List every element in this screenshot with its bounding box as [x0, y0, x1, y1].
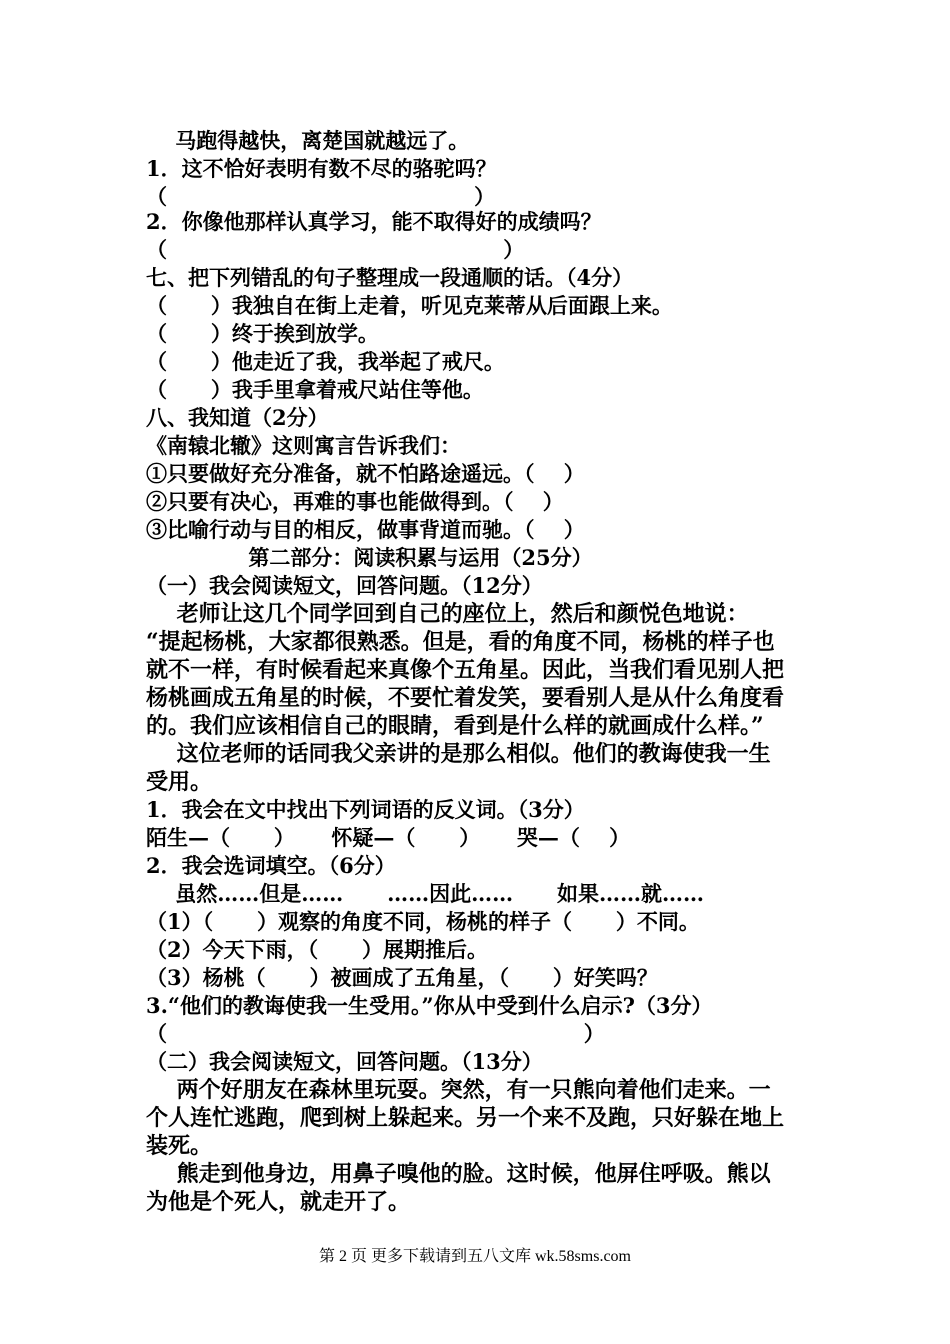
text-line: ①只要做好充分准备，就不怕路途遥远。（ ） — [146, 461, 585, 486]
text-line: 个人连忙逃跑，爬到树上躲起来。另一个来不及跑，只好躲在地上 — [146, 1105, 785, 1131]
text-line: ②只要有决心，再难的事也能做得到。（ ） — [146, 489, 564, 514]
text-line: （2）今天下雨，（ ）展期推后。 — [146, 937, 488, 962]
text-line: （ ）我手里拿着戒尺站住等他。 — [146, 377, 484, 402]
text-line: 1．这不恰好表明有数不尽的骆驼吗？ — [146, 156, 497, 181]
text-line: 七、把下列错乱的句子整理成一段通顺的话。（4分） — [146, 265, 634, 290]
text-line: 马跑得越快，离楚国就越远了。 — [146, 128, 470, 153]
text-line: 老师让这几个同学回到自己的座位上，然后和颜悦色地说： — [146, 601, 749, 627]
text-line: （二）我会阅读短文，回答问题。（13分） — [146, 1049, 543, 1074]
text-line: 为他是个死人，就走开了。 — [146, 1189, 411, 1215]
text-line: （3）杨桃（ ）被画成了五角星，（ ）好笑吗？ — [146, 965, 658, 990]
text-line: （1）（ ）观察的角度不同，杨桃的样子（ ）不同。 — [146, 909, 700, 934]
text-line: 3.“他们的教诲使我一生受用。”你从中受到什么启示?（3分） — [146, 993, 713, 1018]
text-line: （ ） — [146, 184, 496, 209]
text-line: ③比喻行动与目的相反，做事背道而驰。（ ） — [146, 517, 585, 542]
text-line: 杨桃画成五角星的时候，不要忙着发笑，要看别人是从什么角度看 — [146, 685, 785, 711]
text-line: （ ） — [146, 237, 525, 262]
text-line: 2．你像他那样认真学习，能不取得好的成绩吗？ — [146, 209, 602, 234]
text-line: （一）我会阅读短文，回答问题。（12分） — [146, 573, 543, 598]
text-line: 两个好朋友在森林里玩耍。突然，有一只熊向着他们走来。一 — [146, 1077, 771, 1103]
text-line: 熊走到他身边，用鼻子嗅他的脸。这时候，他屏住呼吸。熊以 — [146, 1161, 771, 1187]
text-line: （ ）我独自在街上走着，听见克莱蒂从后面跟上来。 — [146, 293, 673, 318]
text-line: “提起杨桃，大家都很熟悉。但是，看的角度不同，杨桃的样子也 — [146, 629, 775, 655]
text-line: 就不一样，有时候看起来真像个五角星。因此，当我们看见别人把 — [146, 657, 785, 683]
text-line: 这位老师的话同我父亲讲的是那么相似。他们的教诲使我一生 — [146, 741, 771, 767]
text-line: （ ）他走近了我，我举起了戒尺。 — [146, 349, 505, 374]
text-line: 2．我会选词填空。（6分） — [146, 853, 396, 878]
text-line: 受用。 — [146, 769, 213, 795]
text-line: （ ） — [146, 1021, 605, 1046]
text-line: 装死。 — [146, 1133, 213, 1159]
page-footer: 第 2 页 更多下载请到五八文库 wk.58sms.com — [318, 1248, 631, 1265]
text-line: 八、我知道（2分） — [146, 405, 329, 430]
text-line: 1．我会在文中找出下列词语的反义词。（3分） — [146, 797, 585, 822]
text-line: 第二部分：阅读积累与运用（25分） — [146, 545, 593, 570]
text-line: 虽然……但是…… ……因此…… 如果……就…… — [146, 881, 704, 906]
text-line: 的。我们应该相信自己的眼睛，看到是什么样的就画成什么样。” — [146, 713, 764, 739]
text-line: 陌生—（ ） 怀疑—（ ） 哭—（ ） — [146, 825, 631, 850]
text-line: （ ）终于挨到放学。 — [146, 321, 379, 346]
text-line: 《南辕北辙》这则寓言告诉我们： — [146, 433, 461, 458]
